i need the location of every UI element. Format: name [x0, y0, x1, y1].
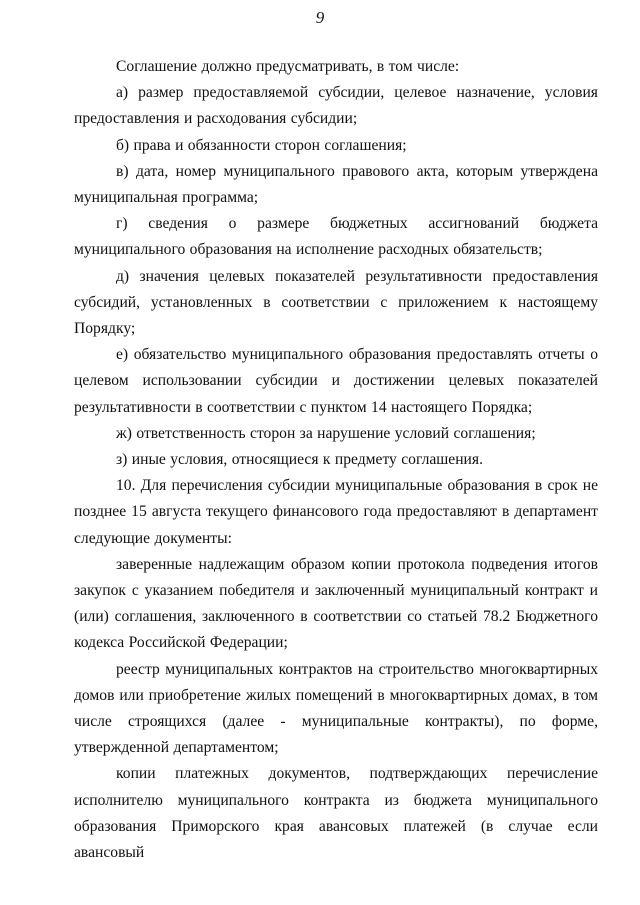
- paragraph-item-e: е) обязательство муниципального образования предоставлять отчеты о целевом использовании субсидии и достижении целевых показателей результативности в соответствии с пунктом 14 настоящего Порядка;: [74, 346, 598, 416]
- paragraph-doc-payments: копии платежных документов, подтверждающих перечисление исполнителю муниципального контракта из бюджета муниципального образования Приморского края авансовых платежей (в случае если авансовый: [74, 765, 598, 862]
- paragraph-item-b: б) права и обязанности сторон соглашения;: [116, 136, 407, 154]
- paragraph-item-g: г) сведения о размере бюджетных ассигнований бюджета муниципального образования на исполнение расходных обязательств;: [74, 215, 598, 259]
- paragraph-item-d: д) значения целевых показателей результативности предоставления субсидий, установленных в соответствии с приложением к настоящему Порядку;: [74, 267, 598, 338]
- page-number: 9: [315, 8, 325, 27]
- document-body: [74, 54, 598, 866]
- paragraph-doc-protocol: заверенные надлежащим образом копии протокола подведения итогов закупок с указанием победителя и заключенный муниципальный контракт и (или) соглашения, заключенного в соответствии со статьей 78.2 Бюджетного кодекса Российской Федерации;: [74, 555, 598, 652]
- paragraph-item-z: з) иные условия, относящиеся к предмету соглашения.: [116, 451, 483, 469]
- paragraph-item-v: в) дата, номер муниципального правового акта, которым утверждена муниципальная программа;: [74, 162, 598, 207]
- paragraph-agreement-intro: Соглашение должно предусматривать, в том числе:: [116, 58, 460, 75]
- paragraph-doc-registry: реестр муниципальных контрактов на строительство многоквартирных домов или приобретение жилых помещений в многоквартирных домах, в том числе строящихся (далее - муниципальные контракты), по форме, утвержденной департаментом;: [74, 660, 598, 757]
- paragraph-section-10: 10. Для перечисления субсидии муниципальные образования в срок не позднее 15 августа текущего финансового года предоставляют в департамент следующие документы:: [74, 477, 598, 547]
- paragraph-item-zh: ж) ответственность сторон за нарушение условий соглашения;: [116, 424, 536, 442]
- paragraph-item-a: а) размер предоставляемой субсидии, целевое назначение, условия предоставления и расходования субсидии;: [74, 84, 598, 128]
